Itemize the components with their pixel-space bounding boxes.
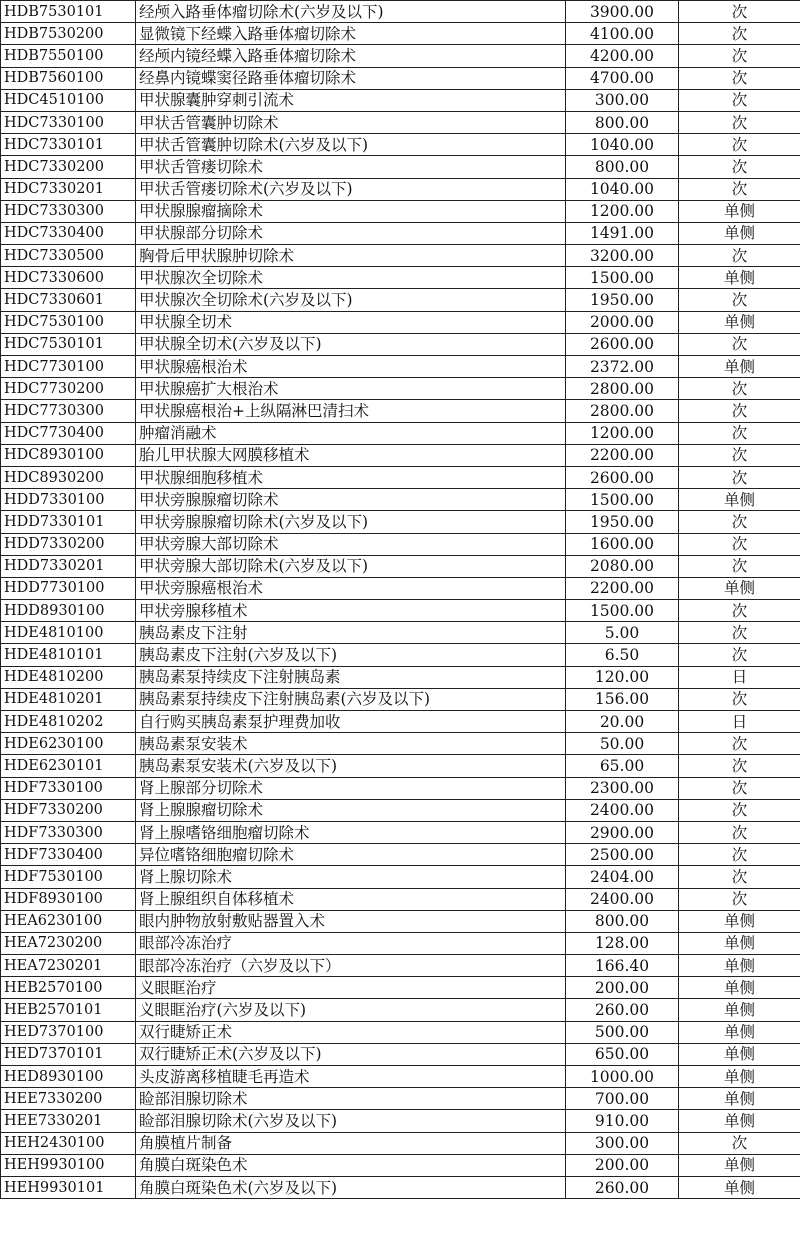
item-unit: 次 — [679, 755, 800, 777]
item-name: 甲状舌管囊肿切除术(六岁及以下) — [136, 134, 566, 156]
item-unit: 次 — [679, 733, 800, 755]
item-unit: 次 — [679, 422, 800, 444]
item-unit: 日 — [679, 711, 800, 733]
table-row — [1, 1132, 800, 1154]
table-row — [1, 489, 800, 511]
item-price: 650.00 — [566, 1043, 679, 1065]
item-price: 300.00 — [566, 89, 679, 111]
table-row — [1, 1088, 800, 1110]
item-code: HDE4810201 — [1, 688, 136, 710]
item-price: 200.00 — [566, 1154, 679, 1176]
item-name: 甲状腺全切术 — [136, 311, 566, 333]
item-code: HDC7730400 — [1, 422, 136, 444]
item-code: HDF7530100 — [1, 866, 136, 888]
item-name: 眼内肿物放射敷贴器置入术 — [136, 910, 566, 932]
item-unit: 单侧 — [679, 1110, 800, 1132]
item-price: 2900.00 — [566, 821, 679, 843]
item-unit: 次 — [679, 555, 800, 577]
item-name: 睑部泪腺切除术 — [136, 1088, 566, 1110]
item-name: 甲状腺癌扩大根治术 — [136, 378, 566, 400]
table-row — [1, 644, 800, 666]
item-price: 2404.00 — [566, 866, 679, 888]
item-code: HDD8930100 — [1, 600, 136, 622]
item-name: 胎儿甲状腺大网膜移植术 — [136, 444, 566, 466]
table-row — [1, 932, 800, 954]
table-row — [1, 178, 800, 200]
item-code: HDC7730200 — [1, 378, 136, 400]
item-name: 胰岛素泵安装术 — [136, 733, 566, 755]
table-row — [1, 533, 800, 555]
item-name: 甲状旁腺腺瘤切除术(六岁及以下) — [136, 511, 566, 533]
item-name: 肾上腺嗜铬细胞瘤切除术 — [136, 821, 566, 843]
table-row — [1, 333, 800, 355]
table-row — [1, 866, 800, 888]
item-unit: 次 — [679, 333, 800, 355]
item-unit: 单侧 — [679, 1066, 800, 1088]
item-name: 甲状腺次全切除术(六岁及以下) — [136, 289, 566, 311]
item-price: 1500.00 — [566, 600, 679, 622]
item-name: 双行睫矫正术(六岁及以下) — [136, 1043, 566, 1065]
item-unit: 次 — [679, 821, 800, 843]
table-row — [1, 1, 800, 23]
item-price: 2600.00 — [566, 466, 679, 488]
item-price: 2300.00 — [566, 777, 679, 799]
item-name: 头皮游离移植睫毛再造术 — [136, 1066, 566, 1088]
item-price: 1040.00 — [566, 134, 679, 156]
item-code: HEB2570101 — [1, 999, 136, 1021]
table-row — [1, 711, 800, 733]
item-unit: 次 — [679, 644, 800, 666]
table-row — [1, 67, 800, 89]
item-code: HEH9930101 — [1, 1176, 136, 1198]
item-code: HDE6230100 — [1, 733, 136, 755]
table-row — [1, 1021, 800, 1043]
item-price: 1600.00 — [566, 533, 679, 555]
item-price: 2400.00 — [566, 888, 679, 910]
item-unit: 次 — [679, 533, 800, 555]
item-code: HDC7330201 — [1, 178, 136, 200]
item-unit: 单侧 — [679, 1021, 800, 1043]
item-code: HDF7330300 — [1, 821, 136, 843]
item-code: HDF7330200 — [1, 799, 136, 821]
table-row — [1, 267, 800, 289]
item-code: HDC7530100 — [1, 311, 136, 333]
item-price: 2200.00 — [566, 444, 679, 466]
item-price: 156.00 — [566, 688, 679, 710]
table-row — [1, 555, 800, 577]
item-code: HDF7330100 — [1, 777, 136, 799]
table-row — [1, 466, 800, 488]
item-name: 睑部泪腺切除术(六岁及以下) — [136, 1110, 566, 1132]
item-price: 4200.00 — [566, 45, 679, 67]
item-price: 1040.00 — [566, 178, 679, 200]
item-code: HDC7330101 — [1, 134, 136, 156]
item-price: 800.00 — [566, 910, 679, 932]
item-name: 角膜白斑染色术 — [136, 1154, 566, 1176]
item-name: 肿瘤消融术 — [136, 422, 566, 444]
item-price: 6.50 — [566, 644, 679, 666]
item-name: 甲状腺癌根治术 — [136, 356, 566, 378]
item-name: 甲状舌管瘘切除术 — [136, 156, 566, 178]
item-code: HDD7330100 — [1, 489, 136, 511]
item-name: 双行睫矫正术 — [136, 1021, 566, 1043]
table-row — [1, 733, 800, 755]
item-unit: 单侧 — [679, 356, 800, 378]
item-code: HDB7560100 — [1, 67, 136, 89]
item-unit: 单侧 — [679, 1088, 800, 1110]
item-price: 166.40 — [566, 955, 679, 977]
item-name: 甲状舌管囊肿切除术 — [136, 111, 566, 133]
item-name: 甲状旁腺大部切除术 — [136, 533, 566, 555]
item-price: 50.00 — [566, 733, 679, 755]
table-row — [1, 977, 800, 999]
item-code: HDB7550100 — [1, 45, 136, 67]
item-code: HDE6230101 — [1, 755, 136, 777]
item-unit: 次 — [679, 466, 800, 488]
table-row — [1, 45, 800, 67]
item-code: HEA7230201 — [1, 955, 136, 977]
item-price: 2200.00 — [566, 577, 679, 599]
table-row — [1, 955, 800, 977]
item-unit: 次 — [679, 23, 800, 45]
item-name: 胰岛素皮下注射 — [136, 622, 566, 644]
table-row — [1, 821, 800, 843]
item-code: HDB7530101 — [1, 1, 136, 23]
table-row — [1, 222, 800, 244]
item-unit: 单侧 — [679, 1176, 800, 1198]
table-row — [1, 422, 800, 444]
table-row — [1, 999, 800, 1021]
item-unit: 次 — [679, 600, 800, 622]
item-price: 1200.00 — [566, 200, 679, 222]
item-unit: 次 — [679, 1132, 800, 1154]
item-unit: 单侧 — [679, 311, 800, 333]
table-row — [1, 1154, 800, 1176]
item-code: HDC7330300 — [1, 200, 136, 222]
item-code: HDE4810202 — [1, 711, 136, 733]
item-name: 显微镜下经蝶入路垂体瘤切除术 — [136, 23, 566, 45]
item-name: 异位嗜铬细胞瘤切除术 — [136, 844, 566, 866]
item-code: HED7370101 — [1, 1043, 136, 1065]
item-unit: 次 — [679, 245, 800, 267]
item-unit: 单侧 — [679, 955, 800, 977]
item-code: HDC8930200 — [1, 466, 136, 488]
item-price: 260.00 — [566, 999, 679, 1021]
item-price: 800.00 — [566, 111, 679, 133]
item-code: HDC7330600 — [1, 267, 136, 289]
item-name: 眼部冷冻治疗（六岁及以下） — [136, 955, 566, 977]
table-row — [1, 311, 800, 333]
table-row — [1, 666, 800, 688]
item-name: 甲状腺腺瘤摘除术 — [136, 200, 566, 222]
item-price: 2372.00 — [566, 356, 679, 378]
item-name: 甲状腺全切术(六岁及以下) — [136, 333, 566, 355]
item-code: HEA7230200 — [1, 932, 136, 954]
item-code: HED7370100 — [1, 1021, 136, 1043]
item-code: HEH2430100 — [1, 1132, 136, 1154]
item-price: 200.00 — [566, 977, 679, 999]
table-row — [1, 511, 800, 533]
item-unit: 次 — [679, 400, 800, 422]
table-row — [1, 910, 800, 932]
item-name: 自行购买胰岛素泵护理费加收 — [136, 711, 566, 733]
item-name: 甲状腺细胞移植术 — [136, 466, 566, 488]
item-price: 1950.00 — [566, 289, 679, 311]
item-price: 2400.00 — [566, 799, 679, 821]
item-price: 260.00 — [566, 1176, 679, 1198]
item-price: 910.00 — [566, 1110, 679, 1132]
item-unit: 次 — [679, 134, 800, 156]
item-unit: 次 — [679, 1, 800, 23]
item-unit: 单侧 — [679, 999, 800, 1021]
item-price: 128.00 — [566, 932, 679, 954]
fee-table-body — [1, 1, 800, 1199]
item-name: 胸骨后甲状腺肿切除术 — [136, 245, 566, 267]
item-code: HDE4810200 — [1, 666, 136, 688]
item-price: 3900.00 — [566, 1, 679, 23]
table-row — [1, 622, 800, 644]
item-name: 胰岛素泵安装术(六岁及以下) — [136, 755, 566, 777]
table-row — [1, 777, 800, 799]
item-code: HDC7330601 — [1, 289, 136, 311]
item-price: 1000.00 — [566, 1066, 679, 1088]
table-row — [1, 289, 800, 311]
item-price: 1500.00 — [566, 489, 679, 511]
item-price: 4700.00 — [566, 67, 679, 89]
item-price: 20.00 — [566, 711, 679, 733]
item-name: 甲状腺癌根治+上纵隔淋巴清扫术 — [136, 400, 566, 422]
item-code: HDF7330400 — [1, 844, 136, 866]
item-name: 甲状旁腺移植术 — [136, 600, 566, 622]
item-code: HEE7330200 — [1, 1088, 136, 1110]
item-code: HDC7330500 — [1, 245, 136, 267]
item-unit: 次 — [679, 888, 800, 910]
item-unit: 次 — [679, 378, 800, 400]
table-row — [1, 1176, 800, 1198]
item-name: 胰岛素皮下注射(六岁及以下) — [136, 644, 566, 666]
item-code: HDC7330200 — [1, 156, 136, 178]
item-name: 角膜白斑染色术(六岁及以下) — [136, 1176, 566, 1198]
table-row — [1, 1043, 800, 1065]
item-price: 120.00 — [566, 666, 679, 688]
item-price: 1200.00 — [566, 422, 679, 444]
item-price: 4100.00 — [566, 23, 679, 45]
item-code: HDC7530101 — [1, 333, 136, 355]
item-name: 经颅入路垂体瘤切除术(六岁及以下) — [136, 1, 566, 23]
item-name: 胰岛素泵持续皮下注射胰岛素 — [136, 666, 566, 688]
item-name: 肾上腺腺瘤切除术 — [136, 799, 566, 821]
item-code: HEE7330201 — [1, 1110, 136, 1132]
item-name: 甲状腺部分切除术 — [136, 222, 566, 244]
table-row — [1, 600, 800, 622]
item-unit: 次 — [679, 866, 800, 888]
table-row — [1, 111, 800, 133]
item-code: HDD7330101 — [1, 511, 136, 533]
table-row — [1, 844, 800, 866]
item-unit: 单侧 — [679, 977, 800, 999]
item-price: 700.00 — [566, 1088, 679, 1110]
item-name: 甲状腺囊肿穿刺引流术 — [136, 89, 566, 111]
item-unit: 单侧 — [679, 932, 800, 954]
item-unit: 单侧 — [679, 267, 800, 289]
item-unit: 单侧 — [679, 222, 800, 244]
table-row — [1, 134, 800, 156]
item-unit: 次 — [679, 45, 800, 67]
table-row — [1, 755, 800, 777]
item-code: HDD7730100 — [1, 577, 136, 599]
item-code: HEA6230100 — [1, 910, 136, 932]
table-row — [1, 23, 800, 45]
item-unit: 单侧 — [679, 577, 800, 599]
table-row — [1, 444, 800, 466]
table-row — [1, 89, 800, 111]
item-unit: 次 — [679, 178, 800, 200]
item-unit: 次 — [679, 67, 800, 89]
table-row — [1, 200, 800, 222]
item-code: HDC8930100 — [1, 444, 136, 466]
item-code: HDE4810100 — [1, 622, 136, 644]
item-price: 1491.00 — [566, 222, 679, 244]
item-name: 义眼眶治疗 — [136, 977, 566, 999]
item-code: HDD7330200 — [1, 533, 136, 555]
item-name: 肾上腺部分切除术 — [136, 777, 566, 799]
item-name: 甲状舌管瘘切除术(六岁及以下) — [136, 178, 566, 200]
item-code: HDB7530200 — [1, 23, 136, 45]
item-name: 经颅内镜经蝶入路垂体瘤切除术 — [136, 45, 566, 67]
item-unit: 次 — [679, 688, 800, 710]
item-price: 3200.00 — [566, 245, 679, 267]
item-name: 胰岛素泵持续皮下注射胰岛素(六岁及以下) — [136, 688, 566, 710]
item-unit: 次 — [679, 289, 800, 311]
item-unit: 次 — [679, 844, 800, 866]
item-price: 500.00 — [566, 1021, 679, 1043]
item-code: HDC7330100 — [1, 111, 136, 133]
item-code: HEH9930100 — [1, 1154, 136, 1176]
item-name: 甲状腺次全切除术 — [136, 267, 566, 289]
item-name: 眼部冷冻治疗 — [136, 932, 566, 954]
item-unit: 次 — [679, 444, 800, 466]
item-unit: 次 — [679, 89, 800, 111]
item-price: 2080.00 — [566, 555, 679, 577]
table-row — [1, 577, 800, 599]
item-price: 1950.00 — [566, 511, 679, 533]
item-code: HDC4510100 — [1, 89, 136, 111]
item-code: HDC7730100 — [1, 356, 136, 378]
item-price: 300.00 — [566, 1132, 679, 1154]
item-name: 经鼻内镜蝶窦径路垂体瘤切除术 — [136, 67, 566, 89]
item-price: 2600.00 — [566, 333, 679, 355]
item-code: HED8930100 — [1, 1066, 136, 1088]
item-price: 2500.00 — [566, 844, 679, 866]
table-row — [1, 356, 800, 378]
table-row — [1, 245, 800, 267]
item-unit: 单侧 — [679, 489, 800, 511]
item-unit: 单侧 — [679, 1043, 800, 1065]
item-price: 2000.00 — [566, 311, 679, 333]
item-name: 甲状旁腺腺瘤切除术 — [136, 489, 566, 511]
item-code: HEB2570100 — [1, 977, 136, 999]
item-name: 甲状旁腺大部切除术(六岁及以下) — [136, 555, 566, 577]
item-unit: 次 — [679, 799, 800, 821]
table-row — [1, 688, 800, 710]
item-unit: 次 — [679, 156, 800, 178]
item-unit: 单侧 — [679, 1154, 800, 1176]
item-unit: 次 — [679, 511, 800, 533]
table-row — [1, 888, 800, 910]
item-code: HDE4810101 — [1, 644, 136, 666]
item-price: 2800.00 — [566, 378, 679, 400]
table-row — [1, 1110, 800, 1132]
item-unit: 单侧 — [679, 200, 800, 222]
item-name: 肾上腺切除术 — [136, 866, 566, 888]
table-row — [1, 156, 800, 178]
item-name: 甲状旁腺癌根治术 — [136, 577, 566, 599]
item-price: 65.00 — [566, 755, 679, 777]
item-unit: 次 — [679, 111, 800, 133]
table-row — [1, 1066, 800, 1088]
item-code: HDF8930100 — [1, 888, 136, 910]
table-row — [1, 799, 800, 821]
item-unit: 单侧 — [679, 910, 800, 932]
item-code: HDC7330400 — [1, 222, 136, 244]
item-price: 800.00 — [566, 156, 679, 178]
item-name: 义眼眶治疗(六岁及以下) — [136, 999, 566, 1021]
item-price: 2800.00 — [566, 400, 679, 422]
item-price: 5.00 — [566, 622, 679, 644]
item-code: HDD7330201 — [1, 555, 136, 577]
item-name: 肾上腺组织自体移植术 — [136, 888, 566, 910]
item-unit: 次 — [679, 622, 800, 644]
table-row — [1, 400, 800, 422]
item-unit: 次 — [679, 777, 800, 799]
item-code: HDC7730300 — [1, 400, 136, 422]
item-price: 1500.00 — [566, 267, 679, 289]
item-name: 角膜植片制备 — [136, 1132, 566, 1154]
table-row — [1, 378, 800, 400]
item-unit: 日 — [679, 666, 800, 688]
